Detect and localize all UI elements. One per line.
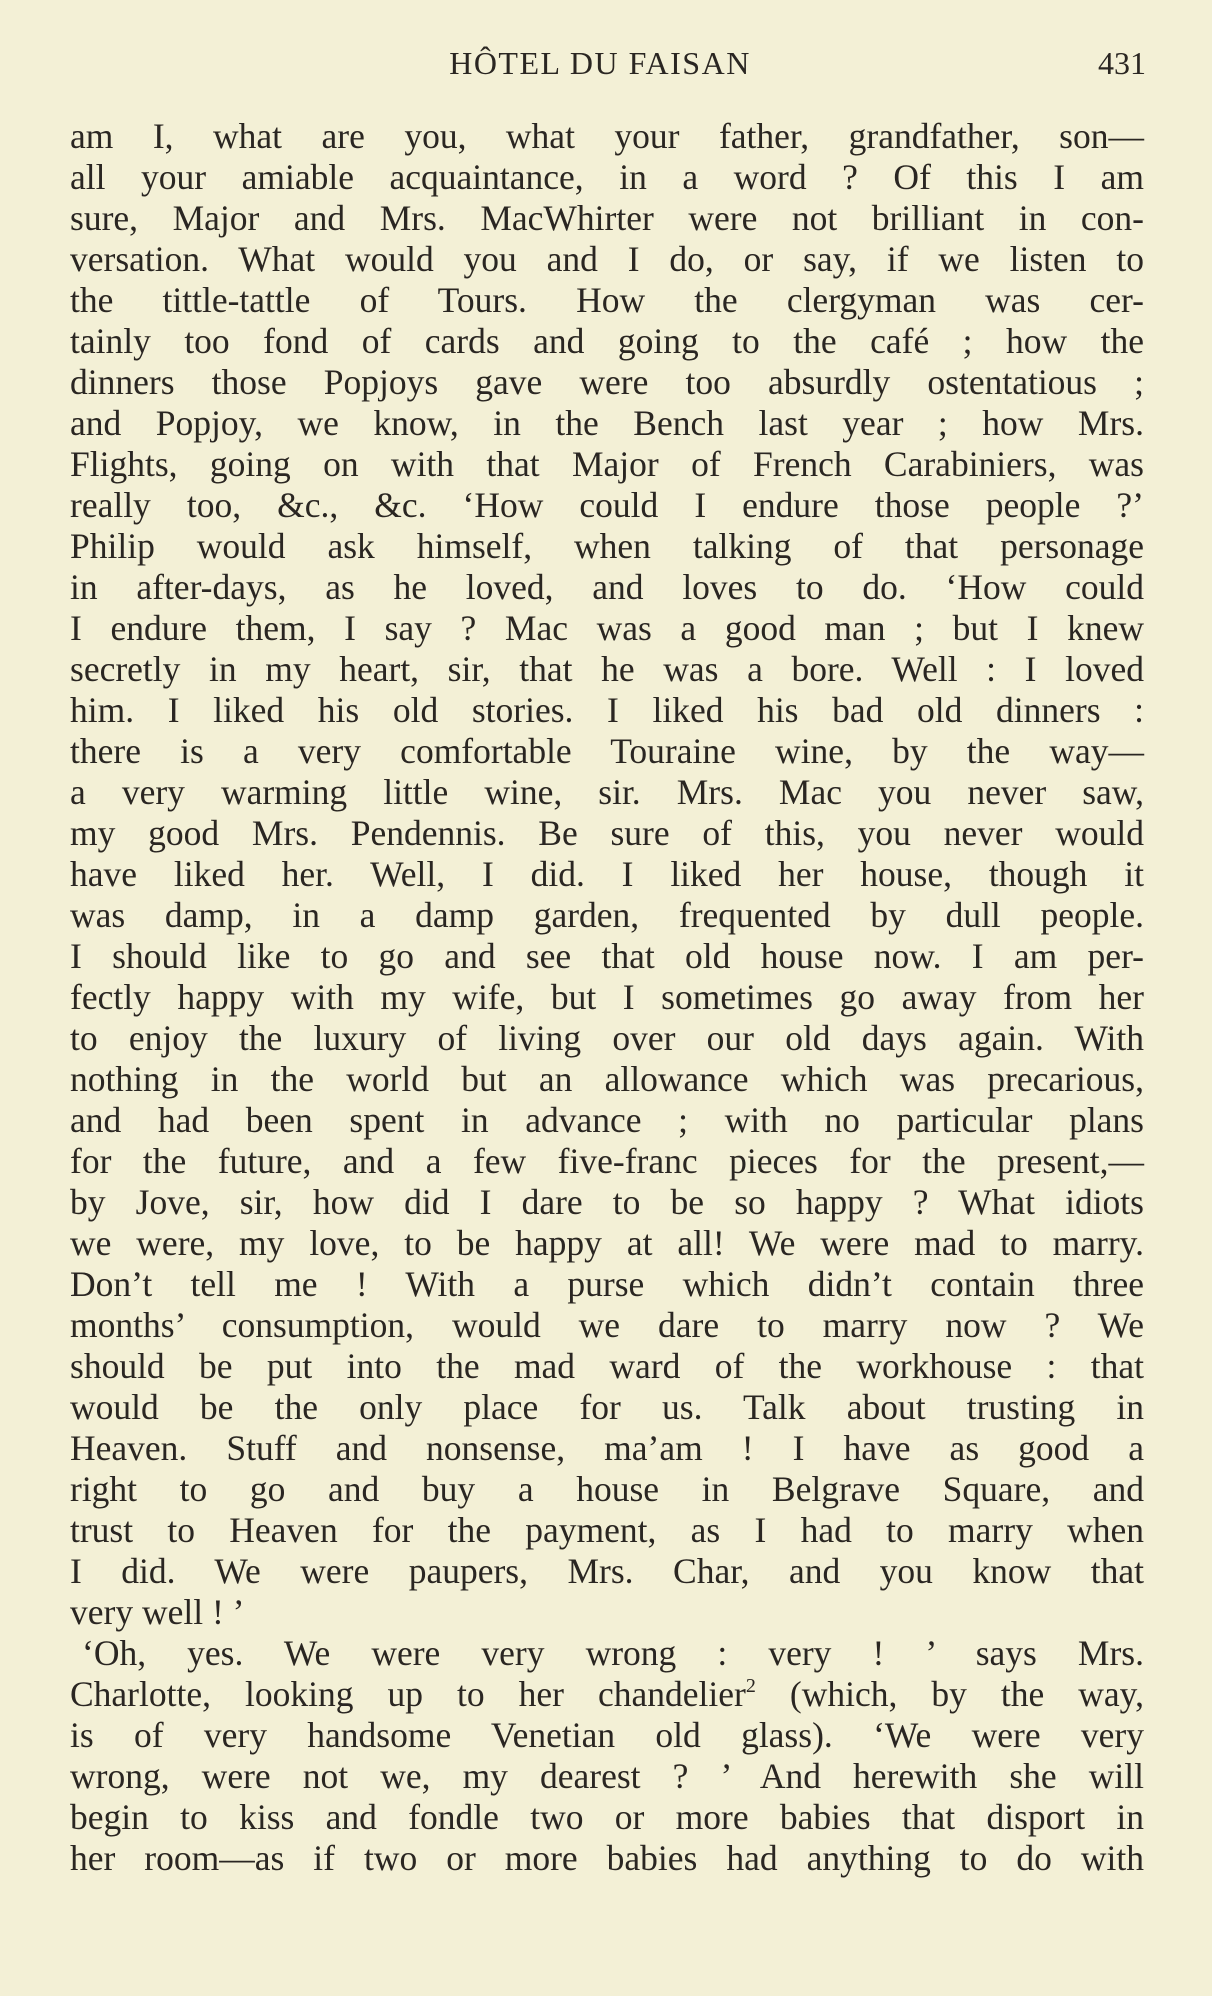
text-line: and had been spent in advance ; with no particular plans [70, 1100, 1144, 1140]
line-text-continuation: (which, by the way, [755, 1674, 1144, 1714]
text-line: all your amiable acquaintance, in a word ? Of this I am [70, 157, 1144, 197]
text-line: him. I liked his old stories. I liked his bad old dinners : [70, 690, 1144, 730]
paragraph [70, 116, 1144, 1633]
text-line: am I, what are you, what your father, grandfather, son— [70, 116, 1144, 156]
text-line: dinners those Popjoys gave were too absurdly ostentatious ; [70, 362, 1144, 402]
text-line: versation. What would you and I do, or say, if we listen to [70, 239, 1144, 279]
text-line: my good Mrs. Pendennis. Be sure of this, you never would [70, 813, 1144, 853]
text-line: Flights, going on with that Major of French Carabiniers, was [70, 444, 1144, 484]
text-line: should be put into the mad ward of the workhouse : that [70, 1346, 1144, 1386]
line-text: Charlotte, looking up to her chandelier [70, 1674, 746, 1714]
text-line: secretly in my heart, sir, that he was a bore. Well : I loved [70, 649, 1144, 689]
text-line: there is a very comfortable Touraine wine, by the way— [70, 731, 1144, 771]
text-line: nothing in the world but an allowance which was precarious, [70, 1059, 1144, 1099]
text-line: in after-days, as he loved, and loves to do. ‘How could [70, 567, 1144, 607]
text-line: ‘Oh, yes. We were very wrong : very ! ’ says Mrs. [82, 1633, 1144, 1673]
running-head [0, 40, 1212, 86]
text-line: her room—as if two or more babies had anything to do with [70, 1838, 1144, 1878]
text-line: we were, my love, to be happy at all! We were mad to marry. [70, 1223, 1144, 1263]
text-line: by Jove, sir, how did I dare to be so happy ? What idiots [70, 1182, 1144, 1222]
text-line: Philip would ask himself, when talking of that personage [70, 526, 1144, 566]
page-number: 431 [1098, 45, 1146, 81]
paragraph [70, 1633, 1144, 1879]
text-line: sure, Major and Mrs. MacWhirter were not brilliant in con- [70, 198, 1144, 238]
text-line: was damp, in a damp garden, frequented by dull people. [70, 895, 1144, 935]
text-line: would be the only place for us. Talk about trusting in [70, 1387, 1144, 1427]
footnote-marker: 2 [745, 1675, 756, 1697]
text-line: months’ consumption, would we dare to marry now ? We [70, 1305, 1144, 1345]
text-line: the tittle-tattle of Tours. How the clergyman was cer- [70, 280, 1144, 320]
text-line: Heaven. Stuff and nonsense, ma’am ! I have as good a [70, 1428, 1144, 1468]
text-line [70, 1674, 1144, 1715]
text-line: for the future, and a few five-franc pieces for the present,— [70, 1141, 1144, 1181]
text-line: have liked her. Well, I did. I liked her house, though it [70, 854, 1144, 894]
text-line: begin to kiss and fondle two or more babies that disport in [70, 1797, 1144, 1837]
text-line: fectly happy with my wife, but I sometimes go away from her [70, 977, 1144, 1017]
text-line: very well ! ’ [70, 1592, 245, 1632]
text-line: I should like to go and see that old house now. I am per- [70, 936, 1144, 976]
text-line: and Popjoy, we know, in the Bench last year ; how Mrs. [70, 403, 1144, 443]
text-line: I endure them, I say ? Mac was a good man ; but I knew [70, 608, 1144, 648]
text-line: I did. We were paupers, Mrs. Char, and you know that [70, 1551, 1144, 1591]
running-title: HÔTEL DU FAISAN [449, 45, 751, 81]
text-line: right to go and buy a house in Belgrave Square, and [70, 1469, 1144, 1509]
text-line: Don’t tell me ! With a purse which didn’t contain three [70, 1264, 1144, 1304]
text-line: a very warming little wine, sir. Mrs. Mac you never saw, [70, 772, 1144, 812]
text-line: tainly too fond of cards and going to the café ; how the [70, 321, 1144, 361]
text-line: is of very handsome Venetian old glass). ‘We were very [70, 1715, 1144, 1755]
text-line: to enjoy the luxury of living over our old days again. With [70, 1018, 1144, 1058]
body-text [70, 116, 1144, 1879]
text-line: trust to Heaven for the payment, as I had to marry when [70, 1510, 1144, 1550]
text-line: really too, &c., &c. ‘How could I endure those people ?’ [70, 485, 1144, 525]
text-line: wrong, were not we, my dearest ? ’ And herewith she will [70, 1756, 1144, 1796]
